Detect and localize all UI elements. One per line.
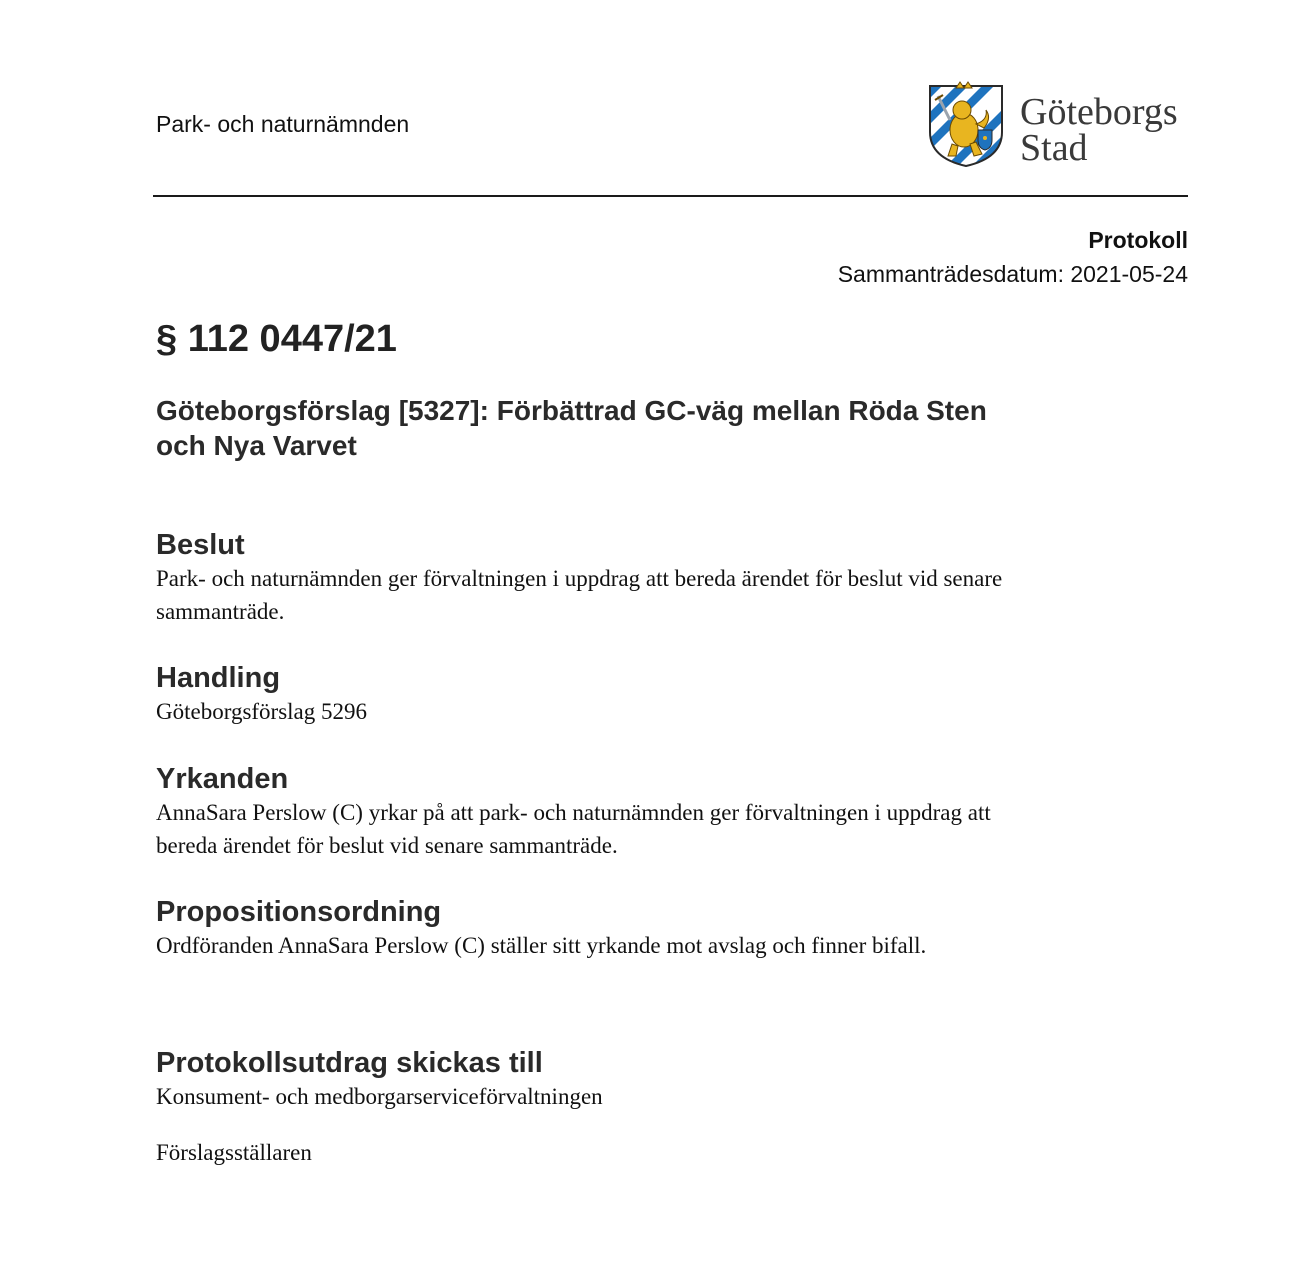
section-number: § 112 0447/21 bbox=[156, 318, 397, 360]
section-handling bbox=[156, 661, 1056, 728]
section-heading: Protokollsutdrag skickas till bbox=[156, 1047, 543, 1079]
section-heading: Beslut bbox=[156, 529, 245, 561]
section-beslut bbox=[156, 528, 1056, 628]
section-text: Park- och naturnämnden ger förvaltningen i uppdrag att bereda ärendet för beslut vid senare sammanträde. bbox=[156, 566, 1003, 624]
meeting-date: Sammanträdesdatum: 2021-05-24 bbox=[837, 261, 1188, 287]
header-divider bbox=[153, 195, 1188, 197]
recipient-item: Förslagsställaren bbox=[156, 1140, 312, 1165]
section-text: AnnaSara Perslow (C) yrkar på att park- och naturnämnden ger förvaltningen i uppdrag att bereda ärendet för beslut vid senare sammanträde. bbox=[156, 800, 991, 858]
goteborgs-stad-logo bbox=[926, 80, 1190, 170]
organization-name: Park- och naturnämnden bbox=[156, 111, 410, 137]
section-text: Ordföranden AnnaSara Perslow (C) ställer sitt yrkande mot avslag och finner bifall. bbox=[156, 933, 927, 958]
section-yrkanden bbox=[156, 762, 1056, 862]
logo-wordmark bbox=[1020, 91, 1178, 169]
logo-line-1: Göteborgs bbox=[1020, 91, 1178, 133]
section-heading: Propositionsordning bbox=[156, 896, 442, 928]
recipient-item: Konsument- och medborgarserviceförvaltningen bbox=[156, 1084, 603, 1109]
case-title: Göteborgsförslag [5327]: Förbättrad GC-väg mellan Röda Sten och Nya Varvet bbox=[156, 395, 987, 461]
goteborg-coat-of-arms-icon bbox=[926, 80, 1006, 168]
logo-line-2: Stad bbox=[1020, 127, 1088, 169]
section-heading: Handling bbox=[156, 662, 281, 694]
document-type: Protokoll bbox=[1088, 227, 1188, 253]
section-protokollsutdrag bbox=[156, 1046, 1056, 1169]
section-text: Göteborgsförslag 5296 bbox=[156, 699, 368, 724]
section-propositionsordning bbox=[156, 895, 1056, 962]
section-heading: Yrkanden bbox=[156, 763, 289, 795]
